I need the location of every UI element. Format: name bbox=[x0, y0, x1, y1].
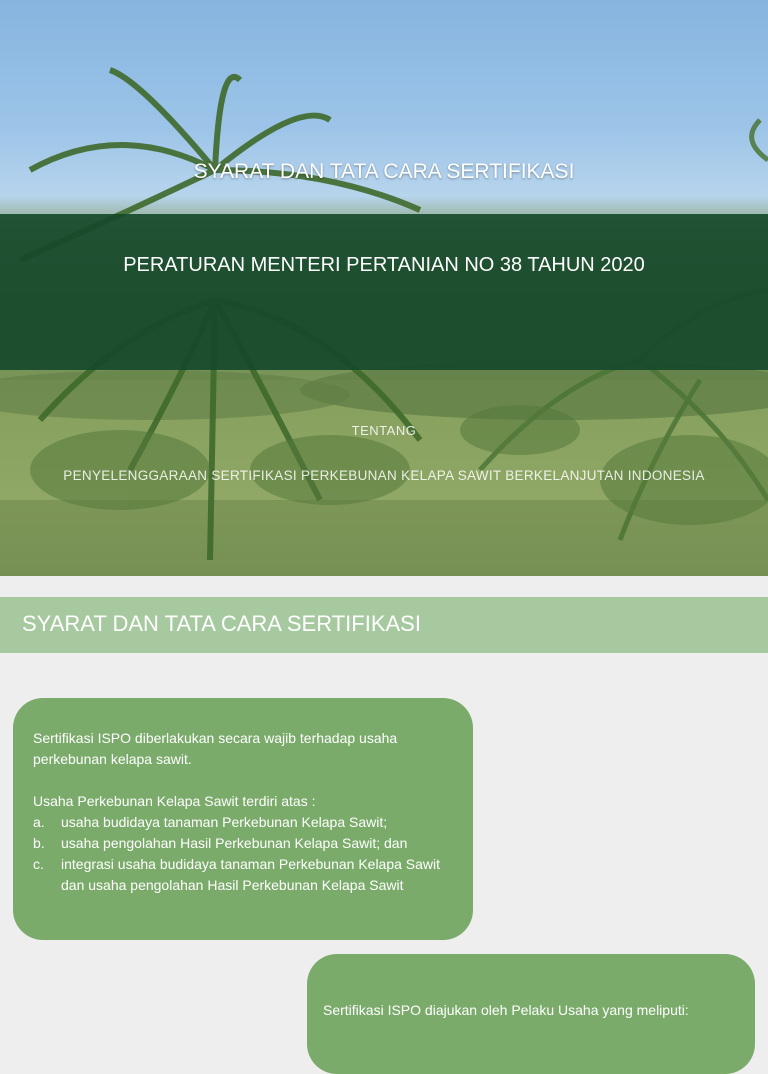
list-item bbox=[33, 833, 453, 854]
info-card-usaha bbox=[13, 698, 473, 940]
regulation-subtitle: PENYELENGGARAAN SERTIFIKASI PERKEBUNAN KELAPA SAWIT BERKELANJUTAN INDONESIA bbox=[63, 468, 705, 483]
slide-title: SYARAT DAN TATA CARA SERTIFIKASI bbox=[193, 160, 575, 183]
list-marker: a. bbox=[33, 814, 45, 830]
info-card-pelaku-usaha bbox=[307, 954, 755, 1074]
list-item-text: usaha budidaya tanaman Perkebunan Kelapa Sawit; bbox=[61, 814, 388, 830]
card2-text: Sertifikasi ISPO diajukan oleh Pelaku Usaha yang meliputi: bbox=[323, 1002, 689, 1018]
list-item-text: usaha pengolahan Hasil Perkebunan Kelapa Sawit; dan bbox=[61, 835, 408, 851]
list-item bbox=[33, 812, 453, 833]
list-marker: b. bbox=[33, 835, 45, 851]
title-band bbox=[0, 214, 768, 370]
card-intro: Sertifikasi ISPO diberlakukan secara wajib terhadap usaha perkebunan kelapa sawit. bbox=[33, 730, 398, 767]
section-title: SYARAT DAN TATA CARA SERTIFIKASI bbox=[22, 611, 421, 636]
list-item bbox=[33, 854, 453, 896]
usaha-list bbox=[33, 812, 453, 896]
tentang-label: TENTANG bbox=[351, 423, 417, 438]
card-list-title: Usaha Perkebunan Kelapa Sawit terdiri atas : bbox=[33, 793, 316, 809]
list-item-text: integrasi usaha budidaya tanaman Perkebunan Kelapa Sawit dan usaha pengolahan Hasil Perkebunan Kelapa Sawit bbox=[61, 856, 441, 893]
regulation-title: PERATURAN MENTERI PERTANIAN NO 38 TAHUN 2020 bbox=[123, 254, 645, 276]
list-marker: c. bbox=[33, 856, 44, 872]
section-header bbox=[0, 597, 768, 653]
